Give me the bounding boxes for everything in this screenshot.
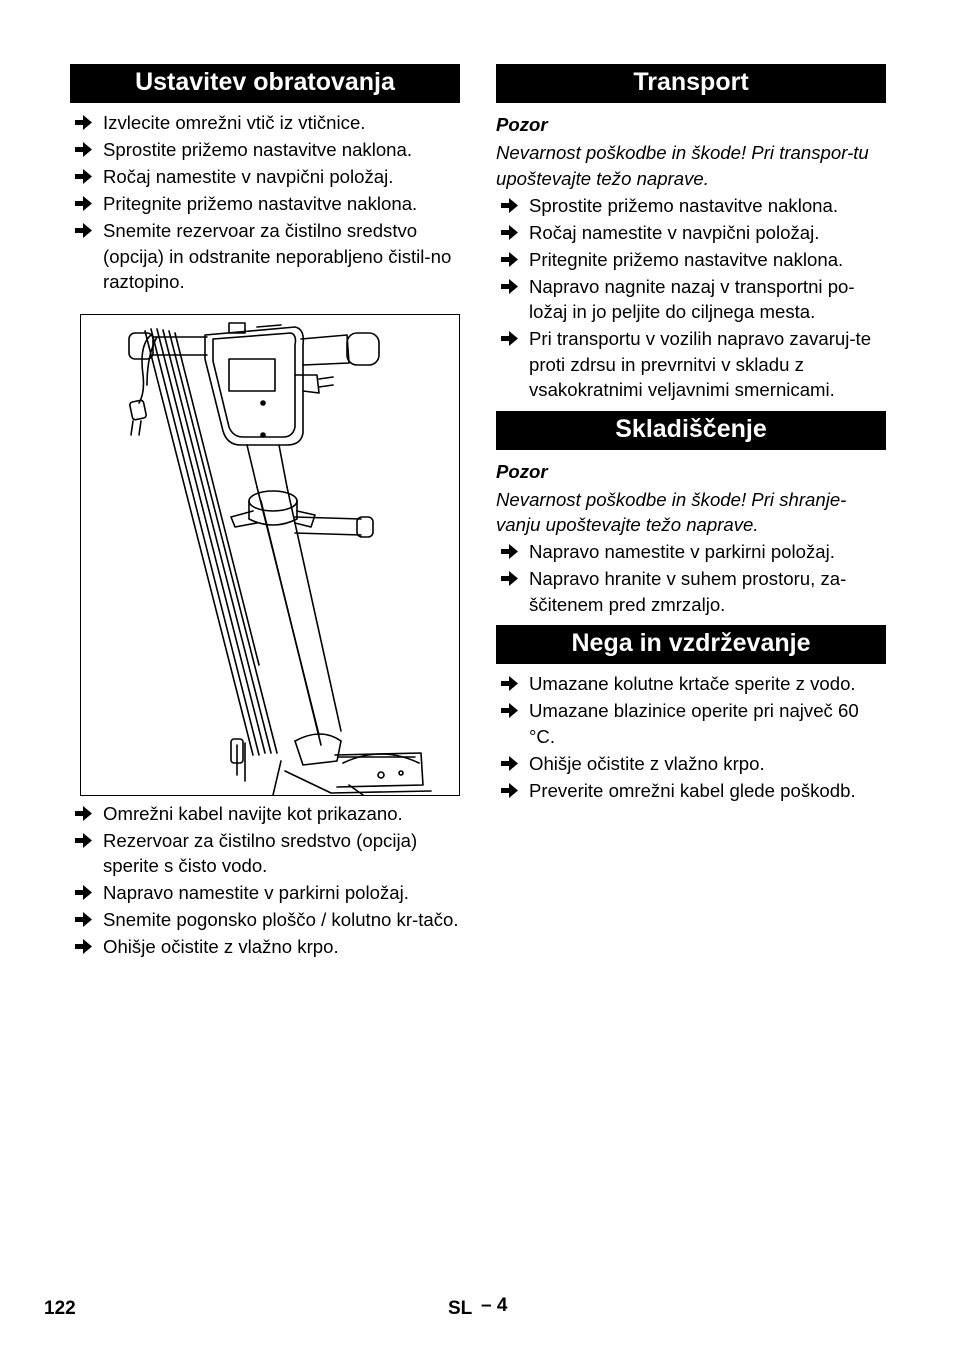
- list-item-text: Ohišje očistite z vlažno krpo.: [103, 936, 339, 957]
- list-item: [70, 110, 460, 136]
- list-item-text: Ročaj namestite v navpični položaj.: [103, 166, 394, 187]
- arrow-right-icon: [501, 198, 518, 213]
- list-item: [70, 880, 460, 906]
- left-column: [70, 64, 460, 295]
- list-item: [496, 778, 886, 804]
- arrow-right-icon: [75, 806, 92, 821]
- list-item-text: Preverite omrežni kabel glede poškodb.: [529, 779, 856, 801]
- caution-label: Pozor: [496, 114, 548, 135]
- section-heading-shutdown: Ustavitev obratovanja: [70, 64, 460, 103]
- list-item: [70, 907, 460, 933]
- arrow-right-icon: [75, 142, 92, 157]
- list-item: [496, 671, 886, 697]
- list-item: [70, 137, 460, 163]
- caution-label: Pozor: [496, 460, 548, 482]
- list-item-text: Pritegnite prižemo nastavitve naklona.: [103, 193, 418, 214]
- arrow-right-icon: [75, 833, 92, 848]
- list-item-text: Pritegnite prižemo nastavitve naklona.: [529, 248, 844, 270]
- caution-text: Nevarnost poškodbe in škode! Pri transpor-tu upoštevajte težo naprave.: [496, 142, 869, 189]
- list-item-text: Omrežni kabel navijte kot prikazano.: [103, 802, 403, 824]
- list-item-text: Sprostite prižemo nastavitve naklona.: [529, 194, 839, 216]
- arrow-right-icon: [501, 783, 518, 798]
- arrow-right-icon: [75, 223, 92, 238]
- list-item: [496, 751, 886, 777]
- caution-text: Nevarnost poškodbe in škode! Pri shranje-vanju upoštevajte težo naprave.: [496, 488, 847, 535]
- arrow-right-icon: [501, 279, 518, 294]
- list-item-text: Sprostite prižemo nastavitve naklona.: [103, 139, 413, 160]
- arrow-right-icon: [501, 756, 518, 771]
- list-item-text: Napravo nagnite nazaj v transportni po-ložaj in jo peljite do ciljnega mesta.: [529, 275, 855, 322]
- list-item-text: Umazane blazinice operite pri največ 60 °C.: [529, 700, 859, 747]
- list-item-text: Ročaj namestite v navpični položaj.: [529, 221, 820, 243]
- right-column: [496, 64, 886, 803]
- transport-steps: [496, 193, 886, 403]
- arrow-right-icon: [75, 169, 92, 184]
- section-heading-care: Nega in vzdrževanje: [496, 625, 886, 664]
- list-item: [70, 164, 460, 190]
- arrow-right-icon: [501, 544, 518, 559]
- list-item-text: Rezervoar za čistilno sredstvo (opcija) sperite s čisto vodo.: [103, 829, 418, 876]
- arrow-right-icon: [75, 115, 92, 130]
- list-item-text: Umazane kolutne krtače sperite z vodo.: [529, 673, 856, 694]
- list-item: [70, 801, 460, 827]
- arrow-right-icon: [501, 252, 518, 267]
- section-page-number: – 4: [481, 1295, 508, 1316]
- list-item-text: Napravo namestite v parkirni položaj.: [103, 882, 409, 903]
- list-item: [496, 566, 886, 617]
- list-item: [496, 193, 886, 219]
- list-item-text: Izvlecite omrežni vtič iz vtičnice.: [103, 112, 366, 133]
- arrow-right-icon: [501, 571, 518, 586]
- arrow-right-icon: [501, 703, 518, 718]
- arrow-right-icon: [501, 225, 518, 240]
- list-item: [496, 326, 886, 403]
- list-item-text: Pri transportu v vozilih napravo zavaruj-te proti zdrsu in prevrnitvi v skladu z vsakokratnimi veljavnimi smernicami.: [529, 328, 872, 400]
- care-steps: [496, 671, 886, 803]
- list-item-text: Snemite pogonsko ploščo / kolutno kr-tačo.: [103, 909, 459, 930]
- list-item: [496, 698, 886, 749]
- shutdown-steps-before: [70, 110, 460, 295]
- list-item-text: Napravo hranite v suhem prostoru, za-ščitenem pred zmrzaljo.: [529, 568, 847, 615]
- list-item: [496, 274, 886, 325]
- list-item-text: Napravo namestite v parkirni položaj.: [529, 541, 835, 562]
- section-heading-storage: Skladiščenje: [496, 411, 886, 450]
- arrow-right-icon: [75, 885, 92, 900]
- list-item: [496, 539, 886, 565]
- list-item: [496, 247, 886, 273]
- list-item: [70, 218, 460, 295]
- list-item: [70, 934, 460, 960]
- arrow-right-icon: [501, 331, 518, 346]
- arrow-right-icon: [75, 939, 92, 954]
- storage-steps: [496, 539, 886, 617]
- shutdown-steps-after: [70, 801, 460, 960]
- list-item-text: Snemite rezervoar za čistilno sredstvo (opcija) in odstranite neporabljeno čistil-no raztopino.: [103, 220, 452, 292]
- section-heading-transport: Transport: [496, 64, 886, 103]
- list-item: [496, 220, 886, 246]
- machine-illustration: [80, 314, 460, 796]
- arrow-right-icon: [75, 912, 92, 927]
- arrow-right-icon: [501, 676, 518, 691]
- language-code: SL: [448, 1298, 473, 1319]
- page-number: 122: [44, 1298, 76, 1319]
- left-column-lower: [70, 799, 460, 960]
- list-item-text: Ohišje očistite z vlažno krpo.: [529, 752, 765, 774]
- arrow-right-icon: [75, 196, 92, 211]
- list-item: [70, 828, 460, 879]
- list-item: [70, 191, 460, 217]
